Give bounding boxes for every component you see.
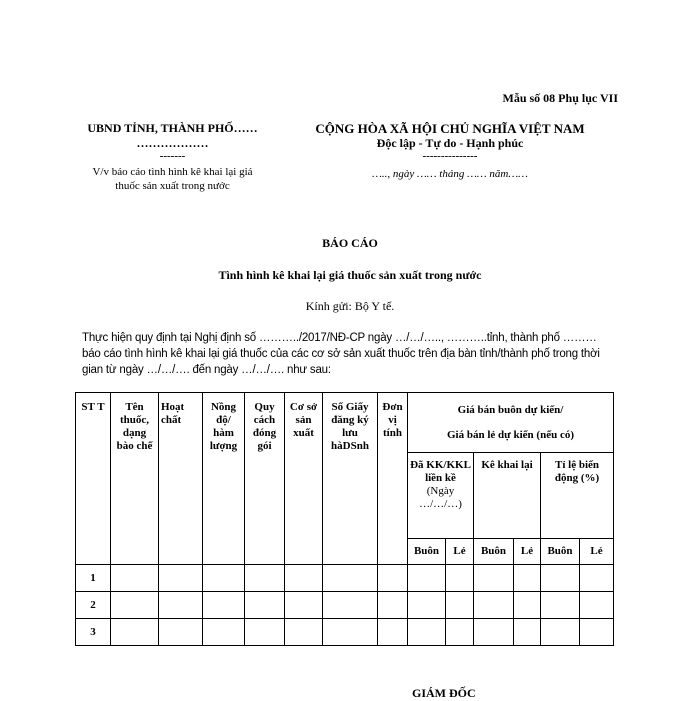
price-group-line-1: Giá bán buôn dự kiến/ <box>457 403 564 416</box>
issuing-organization-block <box>70 121 275 193</box>
header-unit: Đơn vị tính <box>378 393 408 565</box>
header-retail-1: Lẻ <box>446 539 474 565</box>
header-retail-3: Lẻ <box>580 539 614 565</box>
header-wholesale-1: Buôn <box>408 539 446 565</box>
header-price-group <box>408 393 614 453</box>
document-title: BÁO CÁO <box>322 236 378 250</box>
header-packaging: Quy cách đóng gói <box>245 393 285 565</box>
header-declared <box>408 453 474 539</box>
recipient-line: Kính gửi: Bộ Y tế. <box>305 299 395 313</box>
header-stt: ST T <box>76 393 111 565</box>
right-separator: --------------- <box>422 150 478 162</box>
declared-label: Đã KK/KKL liền kề <box>410 459 471 484</box>
table-row <box>76 565 614 592</box>
header-wholesale-3: Buôn <box>541 539 580 565</box>
declared-date: (Ngày …/…/…) <box>419 485 462 510</box>
header-active-ingredient: Hoạt chất <box>159 393 203 565</box>
intro-paragraph: Thực hiện quy định tại Nghị định số ………../2017/NĐ-CP ngày …/…/….., ………..tỉnh, thành phố ……… báo cáo tình hình kê khai lại giá thuốc của các cơ sở sản xuất thuốc trên địa bàn tỉnh/thành phố trong thời gian từ ngày …/…/…. đến ngày …/…/…. như sau: <box>82 332 600 376</box>
form-number: Mẫu số 08 Phụ lục VII <box>502 91 618 105</box>
header-redeclare: Kê khai lại <box>474 453 541 539</box>
country-name: CỘNG HÒA XÃ HỘI CHỦ NGHĨA VIỆT NAM <box>315 121 585 136</box>
header-concentration: Nồng độ/ hàm lượng <box>203 393 245 565</box>
left-separator: ------- <box>159 150 186 162</box>
national-header-block <box>300 121 600 182</box>
row-number: 3 <box>76 619 111 646</box>
table-header-row-1 <box>76 393 614 453</box>
subject-line-1: V/v báo cáo tình hình kê khai lại giá <box>92 166 253 178</box>
organization-name-dots: ……………… <box>136 136 209 150</box>
table-row <box>76 592 614 619</box>
row-number: 2 <box>76 592 111 619</box>
header-registration: Số Giấy đăng ký lưu hàDSnh <box>323 393 378 565</box>
row-number: 1 <box>76 565 111 592</box>
header-change-rate: Tỉ lệ biến động (%) <box>541 453 614 539</box>
national-motto: Độc lập - Tự do - Hạnh phúc <box>376 136 524 150</box>
price-group-line-2: Giá bán lẻ dự kiến (nếu có) <box>447 428 575 441</box>
header-retail-2: Lẻ <box>514 539 541 565</box>
organization-name: UBND TỈNH, THÀNH PHỐ…… <box>87 121 258 135</box>
subject-line-2: thuốc sản xuất trong nước <box>115 180 230 192</box>
header-manufacturer: Cơ sở sản xuất <box>285 393 323 565</box>
table-row <box>76 619 614 646</box>
document-subtitle: Tình hình kê khai lại giá thuốc sản xuất trong nước <box>218 268 482 282</box>
signer-title: GIÁM ĐỐC <box>412 686 476 700</box>
date-line: ….., ngày …… tháng …… năm…… <box>372 168 528 180</box>
header-wholesale-2: Buôn <box>474 539 514 565</box>
report-table <box>75 392 614 646</box>
header-drug-name: Tên thuốc, dạng bào chế <box>111 393 159 565</box>
